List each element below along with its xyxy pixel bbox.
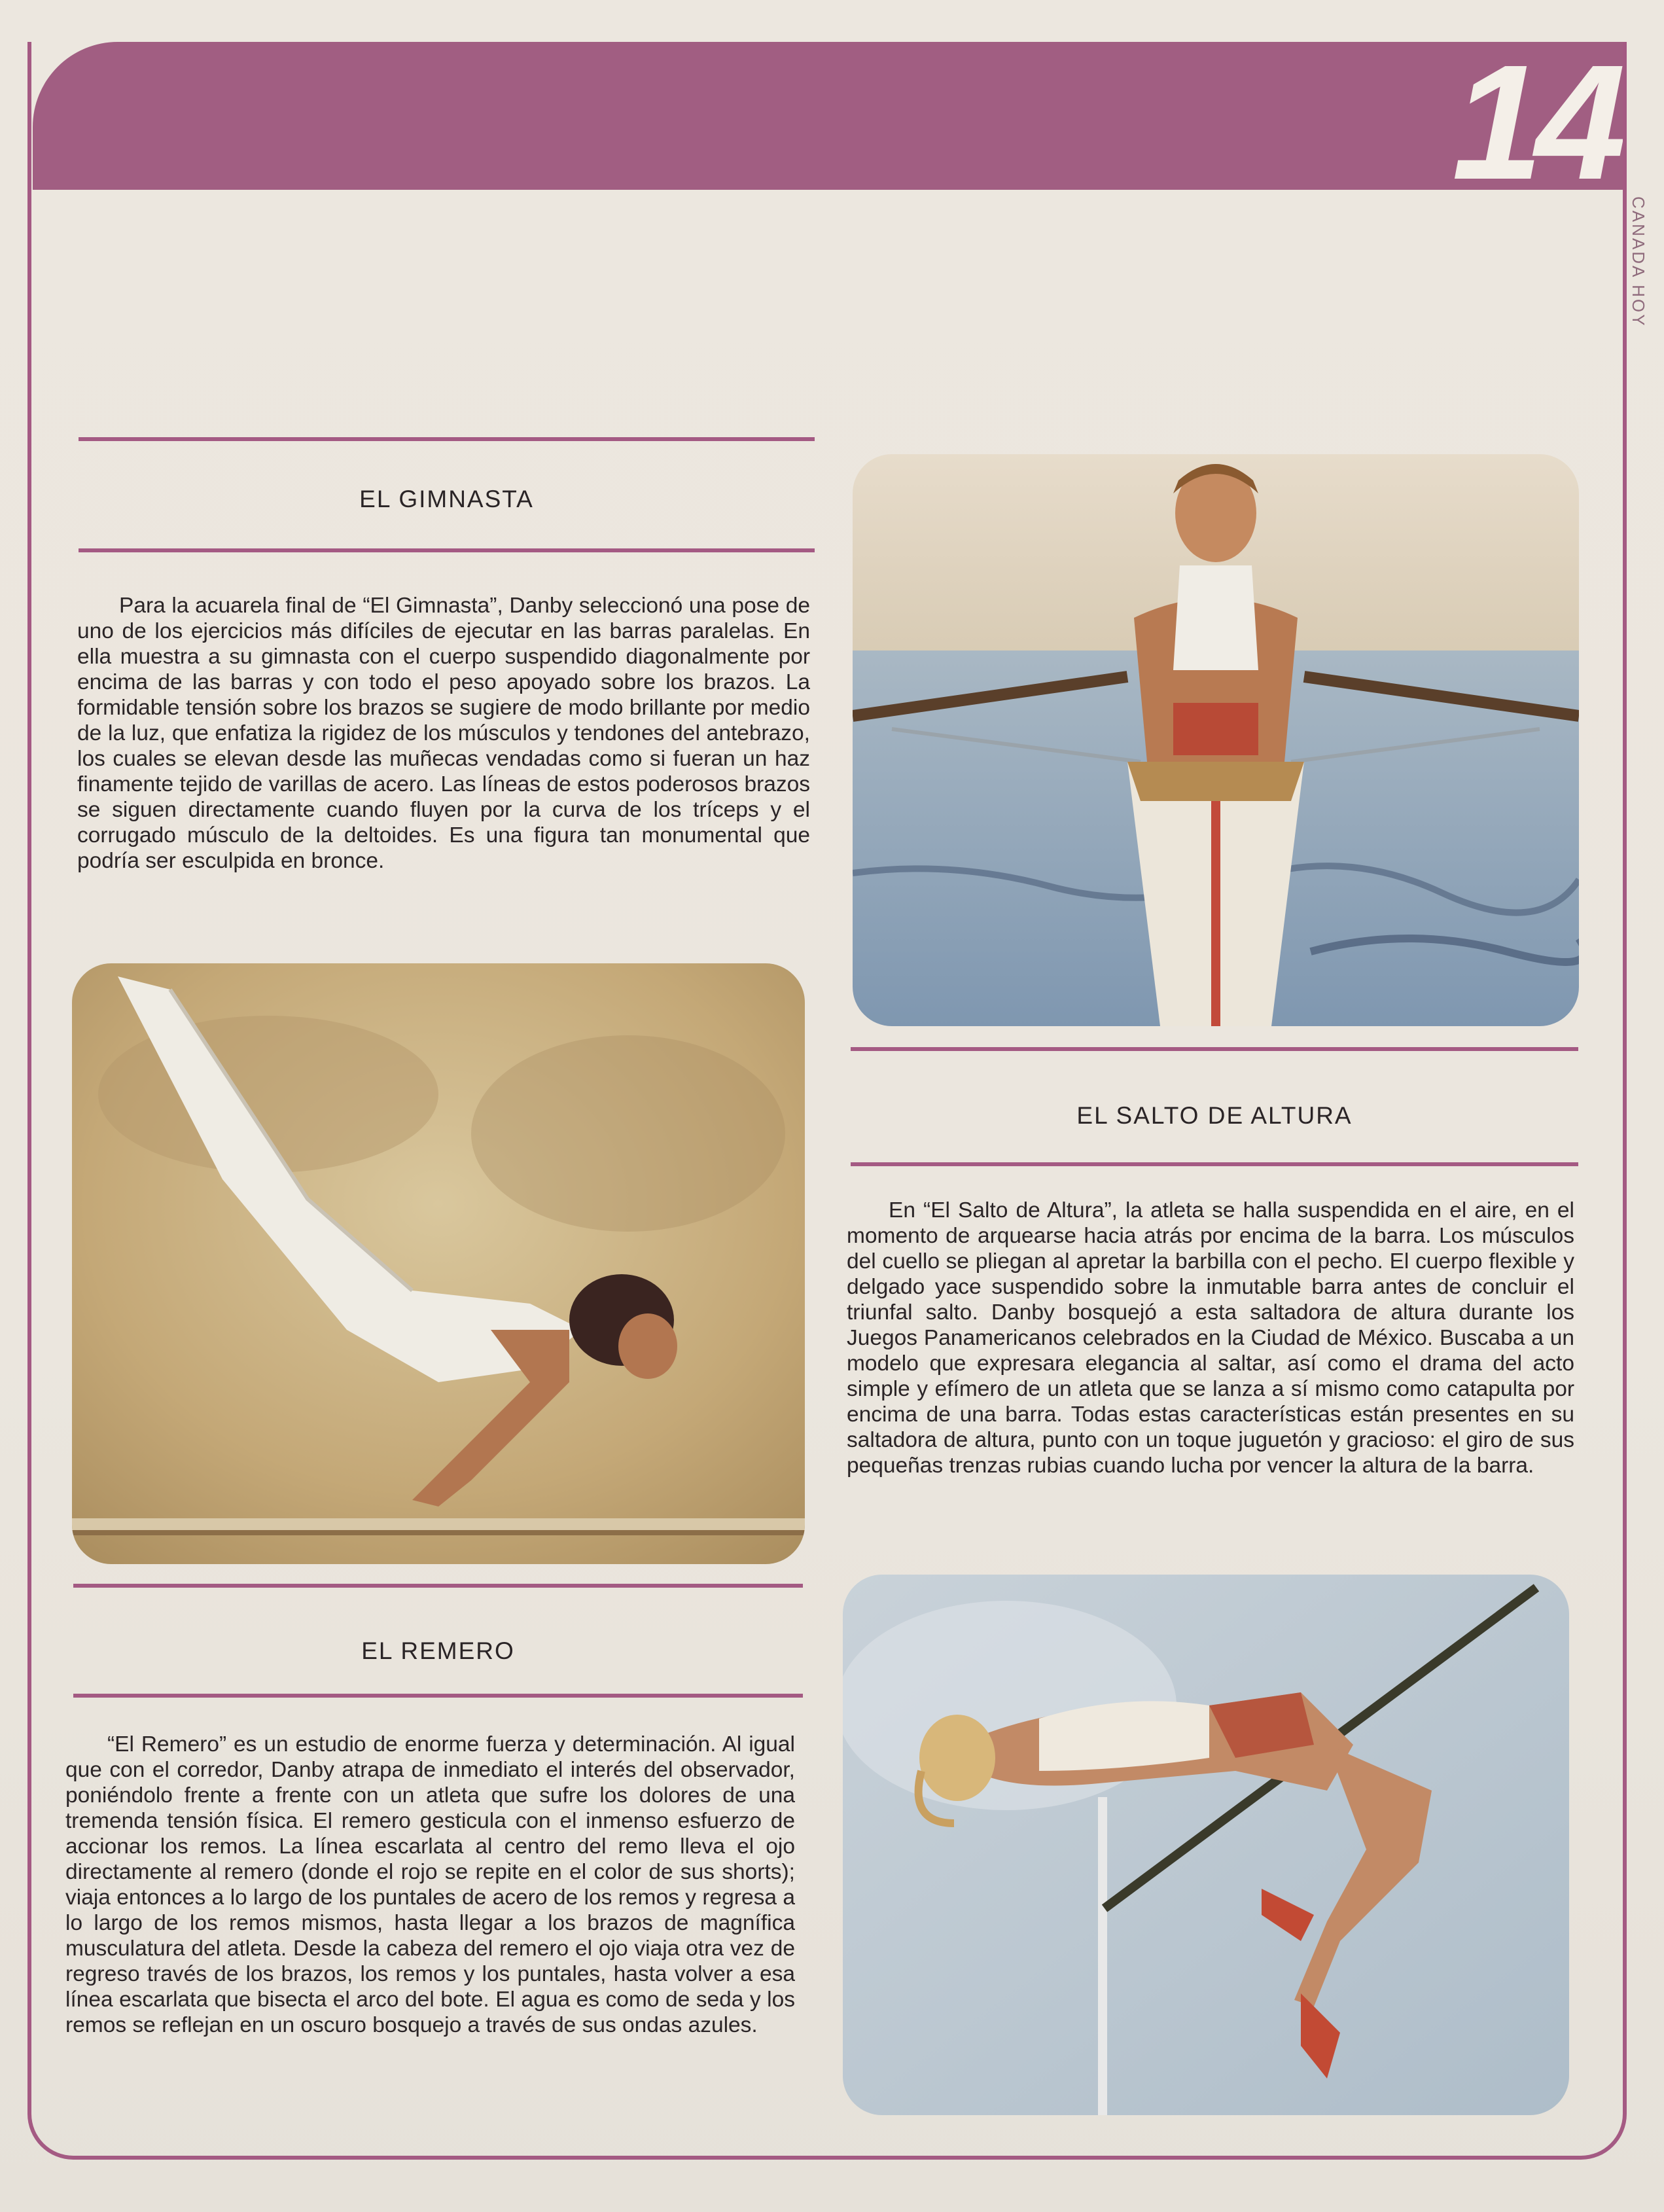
salto-title: EL SALTO DE ALTURA bbox=[1076, 1102, 1353, 1129]
gimnasta-rule-bottom bbox=[79, 548, 815, 552]
gimnasta-body bbox=[77, 593, 810, 874]
high-jump-illustration bbox=[843, 1575, 1569, 2115]
gymnast-illustration bbox=[72, 963, 805, 1564]
gimnasta-rule-top bbox=[79, 437, 815, 441]
page-number: 14 bbox=[1451, 31, 1618, 213]
side-label: CANADA HOY bbox=[1629, 196, 1648, 328]
salto-body bbox=[847, 1198, 1574, 1478]
salto-rule-top bbox=[851, 1047, 1578, 1051]
remero-body bbox=[65, 1732, 795, 2038]
gimnasta-title: EL GIMNASTA bbox=[359, 486, 534, 512]
gimnasta-paragraph: Para la acuarela final de “El Gimnasta”, Danby seleccionó una pose de uno de los ejercicios más difíciles de ejecutar en las barras paralelas. En ella muestra a su gimnasta con el cuerpo suspendido diagonalmente por encima de las barras y con todo el peso apoyado sobre los brazos. La formidable tensión sobre los brazos se sugiere de modo brillante por medio de la luz, que enfatiza la rigidez de los músculos y tendones del antebrazo, los cuales se elevan desde las muñecas vendadas como si fueran un haz finamente tejido de varillas de acero. Las líneas de estos poderosos brazos se siguen directamente cuando fluyen por la curva de los tríceps y el corrugado músculo de la deltoides. Es una figura tan monumental que podría ser esculpida en bronce. bbox=[77, 594, 810, 873]
remero-title: EL REMERO bbox=[361, 1637, 515, 1664]
remero-rule-bottom bbox=[73, 1694, 803, 1698]
remero-rule-top bbox=[73, 1584, 803, 1588]
remero-paragraph: “El Remero” es un estudio de enorme fuerza y determinación. Al igual que con el corredor, Danby atrapa de inmediato el interés del observador, poniéndolo frente a frente con un atleta que sufre los dolores de una tremenda tensión física. El remero gesticula con el inmenso esfuerzo de accionar los remos. La línea escarlata al centro del remo lleva el ojo directamente al remero (donde el rojo se repite en el color de sus shorts); viaja entonces a lo largo de los puntales de acero de los remos y regresa a lo largo de los remos mismos, hasta llegar a los brazos de magnífica musculatura del atleta. Desde la cabeza del remero el ojo viaja otra vez de regreso través de los brazos, los remos y los puntales, hasta volver a esa línea escarlata que bisecta el arco del bote. El agua es como de seda y los remos se reflejan en un oscuro bosquejo a través de sus ondas azules. bbox=[65, 1732, 795, 2037]
salto-paragraph: En “El Salto de Altura”, la atleta se halla suspendida en el aire, en el momento de arquearse hacia atrás por encima de la barra. Los músculos del cuello se pliegan al apretar la barbilla con el pecho. El cuerpo flexible y delgado yace suspendido sobre la inmutable barra antes de concluir el triunfal salto. Danby bosquejó a esta saltadora de altura durante los Juegos Panamericanos celebrados en la Ciudad de México. Buscaba a un modelo que expresara elegancia al saltar, así como el drama del acto simple y efímero de un atleta que se lanza a sí mismo como catapulta por encima de una barra. Todas estas características están presentes en su saltadora de altura, punto con un toque juguetón y gracioso: el giro de sus pequeñas trenzas rubias cuando lucha por vencer la altura de la barra. bbox=[847, 1198, 1574, 1478]
rower-illustration bbox=[853, 454, 1579, 1026]
salto-rule-bottom bbox=[851, 1162, 1578, 1166]
